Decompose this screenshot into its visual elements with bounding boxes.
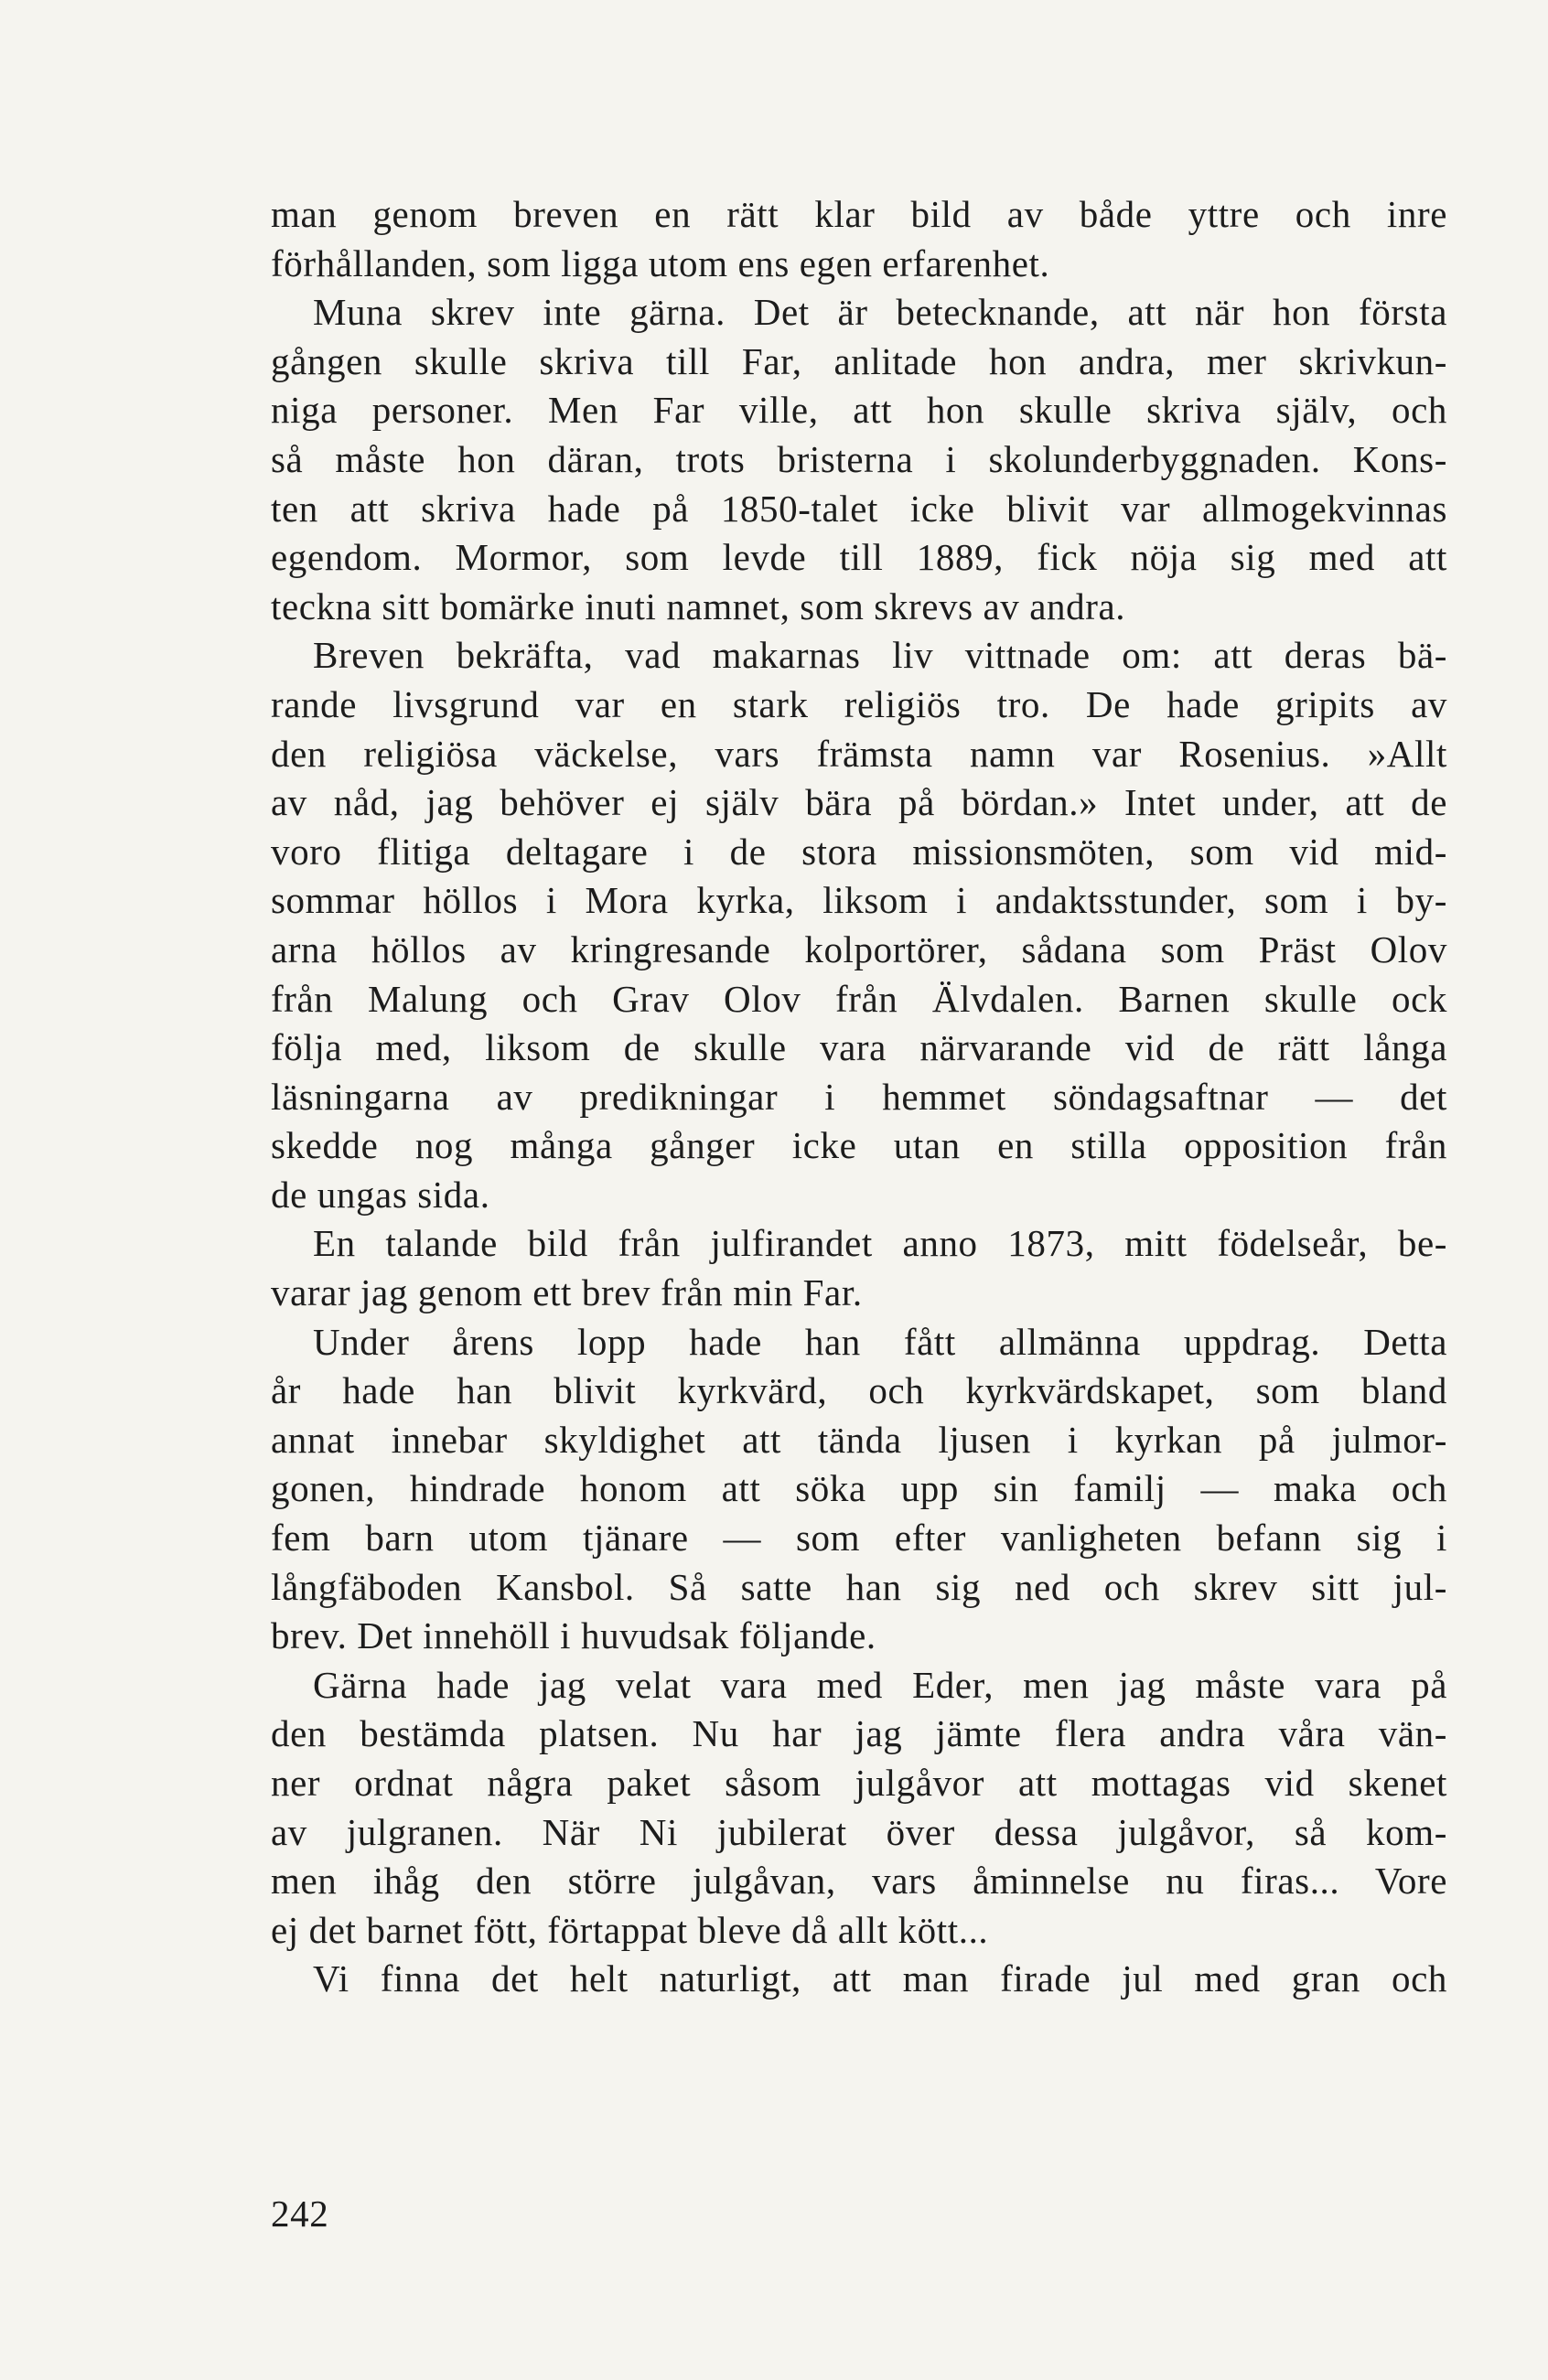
text-line: men ihåg den större julgåvan, vars åminnelse nu firas... Vore	[271, 1860, 1447, 1903]
text-line: av nåd, jag behöver ej själv bära på bördan.» Intet under, att de	[271, 781, 1447, 824]
text-line: niga personer. Men Far ville, att hon skulle skriva själv, och	[271, 389, 1447, 432]
text-line: långfäboden Kansbol. Så satte han sig ned och skrev sitt jul-	[271, 1565, 1447, 1608]
text-line: rande livsgrund var en stark religiös tro. De hade gripits av	[271, 682, 1447, 725]
text-line: gången skulle skriva till Far, anlitade hon andra, mer skrivkun-	[271, 339, 1447, 382]
text-line: Muna skrev inte gärna. Det är betecknande, att när hon första	[313, 291, 1447, 334]
text-line: brev. Det innehöll i huvudsak följande.	[271, 1614, 876, 1657]
text-line: man genom breven en rätt klar bild av både yttre och inre	[271, 193, 1447, 235]
text-line: den bestämda platsen. Nu har jag jämte flera andra våra vän-	[271, 1712, 1447, 1755]
text-line: ten att skriva hade på 1850-talet icke blivit var allmogekvinnas	[271, 487, 1447, 530]
text-line: av julgranen. När Ni jubilerat över dessa julgåvor, så kom-	[271, 1810, 1447, 1853]
text-line: gonen, hindrade honom att söka upp sin familj — maka och	[271, 1467, 1447, 1510]
text-line: ner ordnat några paket såsom julgåvor att mottagas vid skenet	[271, 1762, 1447, 1804]
text-line: sommar höllos i Mora kyrka, liksom i andaktsstunder, som i by-	[271, 879, 1447, 922]
text-line: den religiösa väckelse, vars främsta namn var Rosenius. »Allt	[271, 732, 1447, 775]
text-line: Breven bekräfta, vad makarnas liv vittnade om: att deras bä-	[313, 634, 1447, 677]
text-line: teckna sitt bomärke inuti namnet, som skrevs av andra.	[271, 584, 1126, 627]
text-line: de ungas sida.	[271, 1173, 490, 1216]
text-line: arna höllos av kringresande kolportörer, sådana som Präst Olov	[271, 927, 1447, 970]
text-line: ej det barnet fött, förtappat bleve då allt kött...	[271, 1908, 989, 1951]
text-line: egendom. Mormor, som levde till 1889, fick nöja sig med att	[271, 536, 1447, 579]
text-line: fem barn utom tjänare — som efter vanligheten befann sig i	[271, 1517, 1447, 1560]
text-line: från Malung och Grav Olov från Älvdalen. Barnen skulle ock	[271, 977, 1447, 1020]
page-number: 242	[271, 2192, 329, 2235]
text-line: följa med, liksom de skulle vara närvarande vid de rätt långa	[271, 1026, 1447, 1069]
text-line: Gärna hade jag velat vara med Eder, men jag måste vara på	[313, 1663, 1447, 1706]
text-line: Vi finna det helt naturligt, att man firade jul med gran och	[313, 1957, 1447, 2000]
body-text	[271, 190, 1447, 2004]
text-line: voro flitiga deltagare i de stora missionsmöten, som vid mid-	[271, 830, 1447, 873]
text-line: förhållanden, som ligga utom ens egen erfarenhet.	[271, 241, 1050, 284]
text-line: En talande bild från julfirandet anno 1873, mitt födelseår, be-	[313, 1222, 1447, 1265]
text-line: läsningarna av predikningar i hemmet söndagsaftnar — det	[271, 1075, 1447, 1118]
text-line: år hade han blivit kyrkvärd, och kyrkvärdskapet, som bland	[271, 1369, 1447, 1412]
text-line: annat innebar skyldighet att tända ljusen i kyrkan på julmor-	[271, 1418, 1447, 1461]
text-line: varar jag genom ett brev från min Far.	[271, 1271, 863, 1314]
text-line: Under årens lopp hade han fått allmänna uppdrag. Detta	[313, 1320, 1447, 1363]
text-line: skedde nog många gånger icke utan en stilla opposition från	[271, 1124, 1447, 1167]
text-line: så måste hon däran, trots bristerna i skolunderbyggnaden. Kons-	[271, 437, 1447, 480]
